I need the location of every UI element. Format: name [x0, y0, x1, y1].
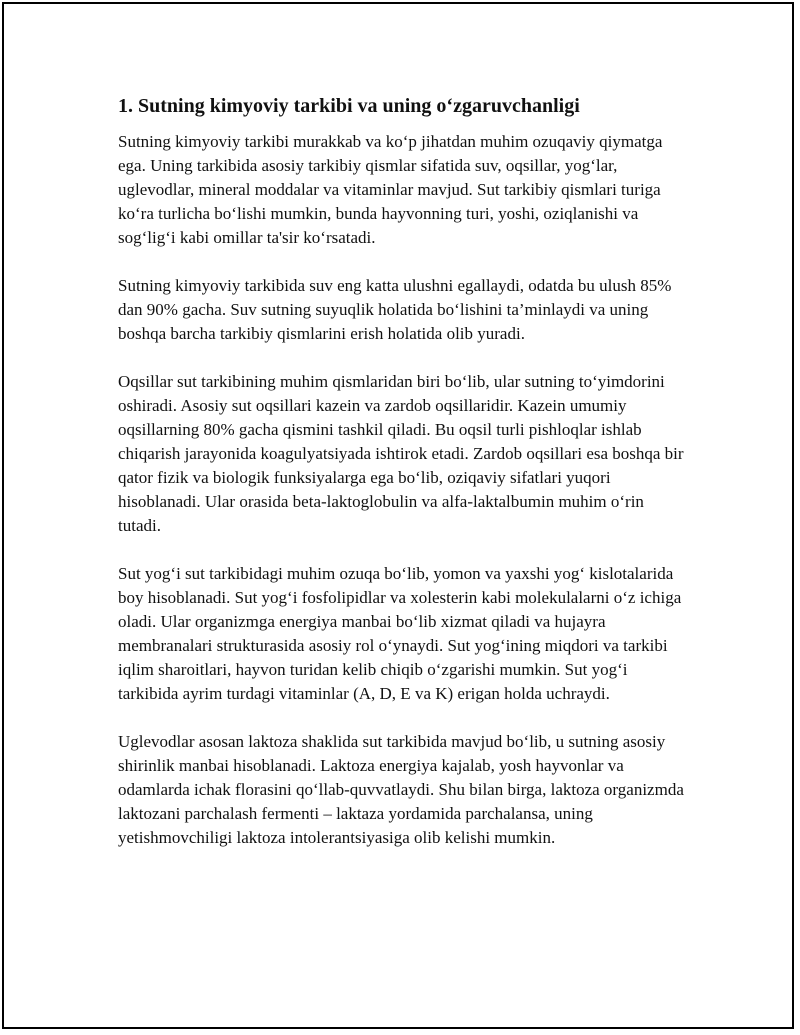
paragraph-composition: Sutning kimyoviy tarkibi murakkab va ko‘p jihatdan muhim ozuqaviy qiymatga ega. Uning tarkibida asosiy tarkibiy qismlar sifatida suv, oqsillar, yog‘lar, uglevodlar, mineral moddalar va vitaminlar mavjud. Sut tarkibiy qismlari turiga ko‘ra turlicha bo‘lishi mumkin, bunda hayvonning turi, yoshi, oziqlanishi va sog‘lig‘i kabi omillar ta'sir ko‘rsatadi.	[118, 132, 663, 247]
paragraph-proteins: Oqsillar sut tarkibining muhim qismlaridan biri bo‘lib, ular sutning to‘yimdorini oshiradi. Asosiy sut oqsillari kazein va zardob oqsillaridir. Kazein umumiy oqsillarning 80% gacha qismini tashkil qiladi. Bu oqsil turli pishloqlar ishlab chiqarish jarayonida koagulyatsiyada ishtirok etadi. Zardob oqsillari esa boshqa bir qator fizik va biologik funksiyalarga ega bo‘lib, oziqaviy sifatlari yuqori hisoblanadi. Ular orasida beta-laktoglobulin va alfa-laktalbumin muhim o‘rin tutadi.	[118, 372, 684, 535]
paragraph-carbohydrates: Uglevodlar asosan laktoza shaklida sut tarkibida mavjud bo‘lib, u sutning asosiy shirinlik manbai hisoblanadi. Laktoza energiya kajalab, yosh hayvonlar va odamlarda ichak florasini qo‘llab-quvvatlaydi. Shu bilan birga, laktoza organizmda laktozani parchalash fermenti – laktaza yordamida parchalansa, uning yetishmovchiligi laktoza intolerantsiyasiga olib kelishi mumkin.	[118, 732, 684, 847]
section-title: 1. Sutning kimyoviy tarkibi va uning o‘zgaruvchanligi	[118, 95, 580, 117]
paragraph-fat: Sut yog‘i sut tarkibidagi muhim ozuqa bo‘lib, yomon va yaxshi yog‘ kislotalarida boy hisoblanadi. Sut yog‘i fosfolipidlar va xolesterin kabi molekulalarni o‘z ichiga oladi. Ular organizmga energiya manbai bo‘lib xizmat qiladi va hujayra membranalari strukturasida asosiy rol o‘ynaydi. Sut yog‘ining miqdori va tarkibi iqlim sharoitlari, hayvon turidan kelib chiqib o‘zgarishi mumkin. Sut yog‘i tarkibida ayrim turdagi vitaminlar (A, D, E va K) erigan holda uchraydi.	[118, 564, 682, 703]
document-body	[118, 92, 686, 874]
paragraph-water: Sutning kimyoviy tarkibida suv eng katta ulushni egallaydi, odatda bu ulush 85% dan 90% gacha. Suv sutning suyuqlik holatida bo‘lishini ta’minlaydi va uning boshqa barcha tarkibiy qismlarini erish holatida olib yuradi.	[118, 276, 672, 343]
